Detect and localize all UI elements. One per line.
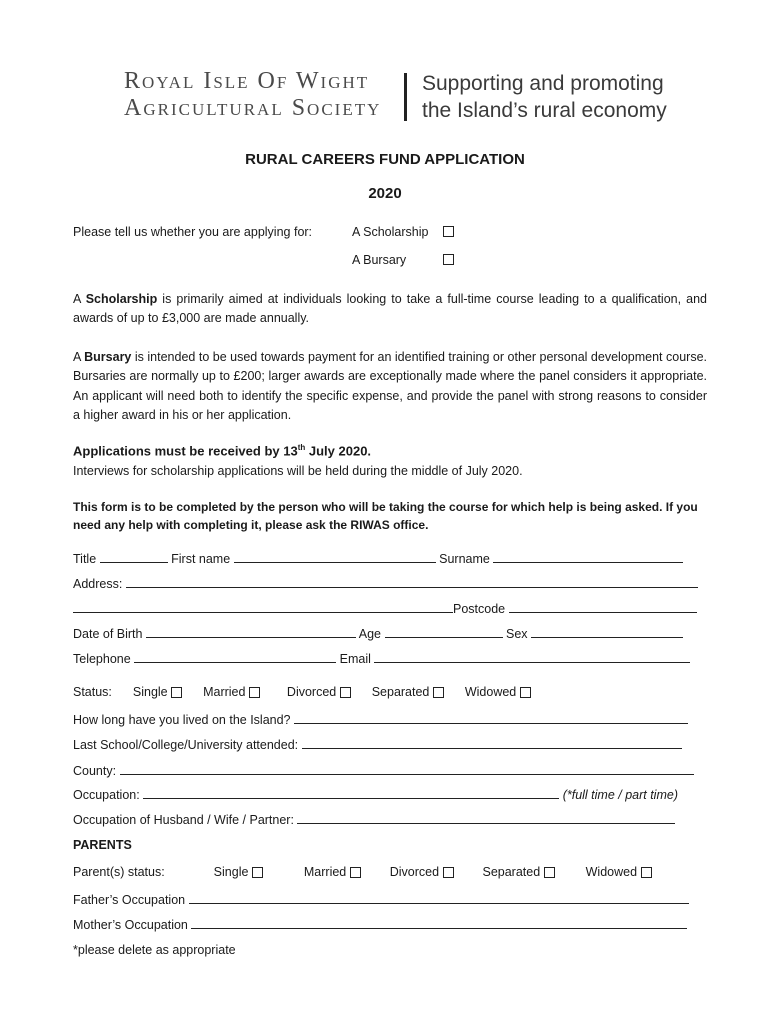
occupation-field[interactable] (143, 787, 559, 799)
spouse-occupation-row: Occupation of Husband / Wife / Partner: (73, 811, 703, 829)
society-logo (124, 68, 386, 122)
bursary-term: Bursary (84, 350, 132, 364)
email-field[interactable] (374, 651, 690, 663)
scholarship-option-label: A Scholarship (352, 225, 429, 239)
occupation-note: (*full time / part time) (562, 788, 678, 802)
logo-line-2: Agricultural Society (124, 95, 382, 121)
surname-field[interactable] (493, 551, 683, 563)
parents-single-checkbox[interactable] (252, 867, 263, 878)
address-field-2[interactable] (73, 601, 453, 613)
bursary-option-label: A Bursary (352, 253, 407, 267)
logo-line-1: Royal Isle Of Wight (124, 68, 370, 94)
parents-married-checkbox[interactable] (350, 867, 361, 878)
scholarship-description: A Scholarship is primarily aimed at individuals looking to take a full-time course leading to a qualification, and awards of up to £3,000 are made annually. (73, 292, 707, 326)
scholarship-checkbox[interactable] (443, 226, 454, 237)
interviews-note: Interviews for scholarship applications will be held during the middle of July 2020. (73, 464, 523, 478)
name-row: Title First name Surname (73, 550, 703, 568)
status-row: Status: Single Married Divorced Separated Widowed (73, 683, 703, 701)
county-field[interactable] (120, 763, 694, 775)
mother-occupation-row: Mother’s Occupation (73, 916, 703, 934)
scholarship-term: Scholarship (85, 292, 158, 306)
tagline-line-1: Supporting and promoting (422, 72, 664, 95)
logo-divider (404, 73, 407, 121)
form-year: 2020 (368, 185, 402, 202)
age-field[interactable] (385, 626, 503, 638)
bursary-checkbox[interactable] (443, 254, 454, 265)
parents-divorced-checkbox[interactable] (443, 867, 454, 878)
parents-separated-checkbox[interactable] (544, 867, 555, 878)
county-row: County: (73, 762, 703, 780)
parents-heading: PARENTS (73, 838, 132, 852)
mother-occupation-field[interactable] (191, 917, 687, 929)
postcode-row: Postcode (73, 600, 703, 618)
first-name-field[interactable] (234, 551, 436, 563)
dob-field[interactable] (146, 626, 356, 638)
residence-duration-field[interactable] (294, 712, 688, 724)
school-row: Last School/College/University attended: (73, 736, 703, 754)
instruction-text: This form is to be completed by the person who will be taking the course for which help is being asked. If you need any help with completing it, please ask the RIWAS office. (73, 500, 698, 532)
sex-field[interactable] (531, 626, 683, 638)
contact-row: Telephone Email (73, 650, 703, 668)
last-school-field[interactable] (302, 737, 682, 749)
dob-row: Date of Birth Age Sex (73, 625, 703, 643)
address-row: Address: (73, 575, 703, 593)
bursary-description: A Bursary is intended to be used towards payment for an identified training or other personal development course. Bursaries are normally up to £200; larger awards are exceptionally made where the panel considers it appropriate. An applicant will need both to identify the specific expense, and provide the panel with strong reasons to consider a higher award in his or her application. (73, 350, 707, 422)
footnote: *please delete as appropriate (73, 943, 236, 957)
address-field-1[interactable] (126, 576, 698, 588)
parents-status-row: Parent(s) status: Single Married Divorced Separated Widowed (73, 863, 703, 881)
telephone-field[interactable] (134, 651, 336, 663)
postcode-field[interactable] (509, 601, 697, 613)
spouse-occupation-field[interactable] (297, 812, 675, 824)
status-single-checkbox[interactable] (171, 687, 182, 698)
status-divorced-checkbox[interactable] (340, 687, 351, 698)
form-title: RURAL CAREERS FUND APPLICATION (245, 151, 525, 168)
status-widowed-checkbox[interactable] (520, 687, 531, 698)
parents-widowed-checkbox[interactable] (641, 867, 652, 878)
title-field[interactable] (100, 551, 168, 563)
father-occupation-field[interactable] (189, 892, 689, 904)
status-married-checkbox[interactable] (249, 687, 260, 698)
occupation-row: Occupation: (*full time / part time) (73, 788, 678, 802)
status-separated-checkbox[interactable] (433, 687, 444, 698)
logo-tagline (422, 70, 667, 124)
tagline-line-2: the Island’s rural economy (422, 99, 667, 122)
residence-row: How long have you lived on the Island? (73, 711, 703, 729)
father-occupation-row: Father’s Occupation (73, 891, 703, 909)
apply-prompt: Please tell us whether you are applying for: (73, 225, 313, 239)
deadline-heading: Applications must be received by 13th July 2020. (73, 443, 372, 459)
